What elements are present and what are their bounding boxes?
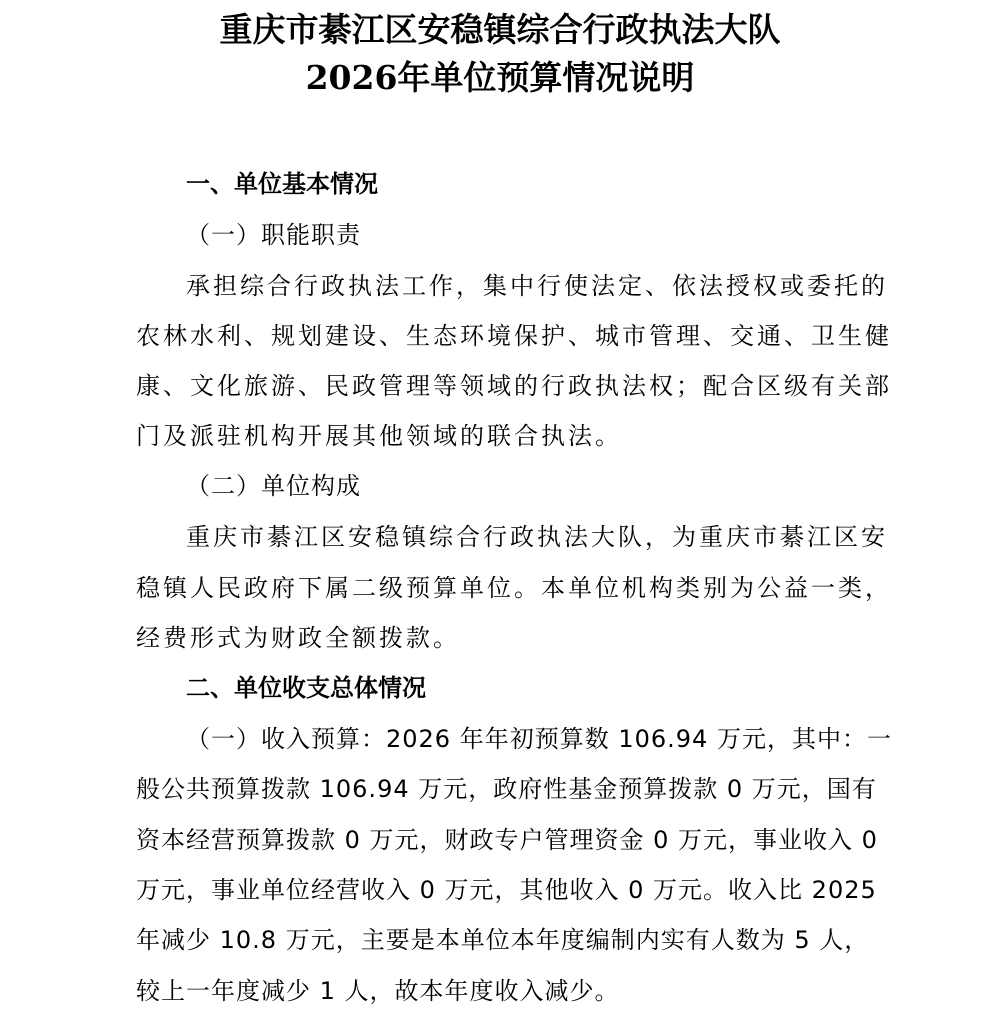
document-title-line-2: 2026年单位预算情况说明 bbox=[305, 58, 695, 97]
paragraph-line-income-budget: （一）收入预算：2026 年年初预算数 106.94 万元，其中：一 bbox=[186, 725, 892, 753]
paragraph-line: 较上一年度减少 1 人，故本年度收入减少。 bbox=[136, 977, 620, 1005]
section-heading-basic-info: 一、单位基本情况 bbox=[186, 170, 378, 198]
paragraph-line: 门及派驻机构开展其他领域的联合执法。 bbox=[136, 422, 622, 450]
subsection-heading-composition: （二）单位构成 bbox=[186, 472, 361, 500]
paragraph-line: 资本经营预算拨款 0 万元，财政专户管理资金 0 万元，事业收入 0 bbox=[136, 826, 878, 854]
subsection-heading-functions: （一）职能职责 bbox=[186, 221, 361, 249]
paragraph-line: 承担综合行政执法工作，集中行使法定、依法授权或委托的 bbox=[186, 272, 888, 300]
section-heading-income-expenditure: 二、单位收支总体情况 bbox=[186, 674, 426, 702]
paragraph-line: 稳镇人民政府下属二级预算单位。本单位机构类别为公益一类， bbox=[136, 574, 892, 602]
paragraph-line: 重庆市綦江区安稳镇综合行政执法大队，为重庆市綦江区安 bbox=[186, 523, 888, 551]
paragraph-line: 万元，事业单位经营收入 0 万元，其他收入 0 万元。收入比 2025 bbox=[136, 876, 877, 904]
document-title-line-1: 重庆市綦江区安稳镇综合行政执法大队 bbox=[219, 10, 781, 49]
paragraph-line: 般公共预算拨款 106.94 万元，政府性基金预算拨款 0 万元，国有 bbox=[136, 775, 877, 803]
paragraph-line: 年减少 10.8 万元，主要是本单位本年度编制内实有人数为 5 人， bbox=[136, 926, 870, 954]
paragraph-line: 农林水利、规划建设、生态环境保护、城市管理、交通、卫生健 bbox=[136, 322, 892, 350]
paragraph-line: 经费形式为财政全额拨款。 bbox=[136, 624, 460, 652]
paragraph-line: 康、文化旅游、民政管理等领域的行政执法权；配合区级有关部 bbox=[136, 372, 892, 400]
